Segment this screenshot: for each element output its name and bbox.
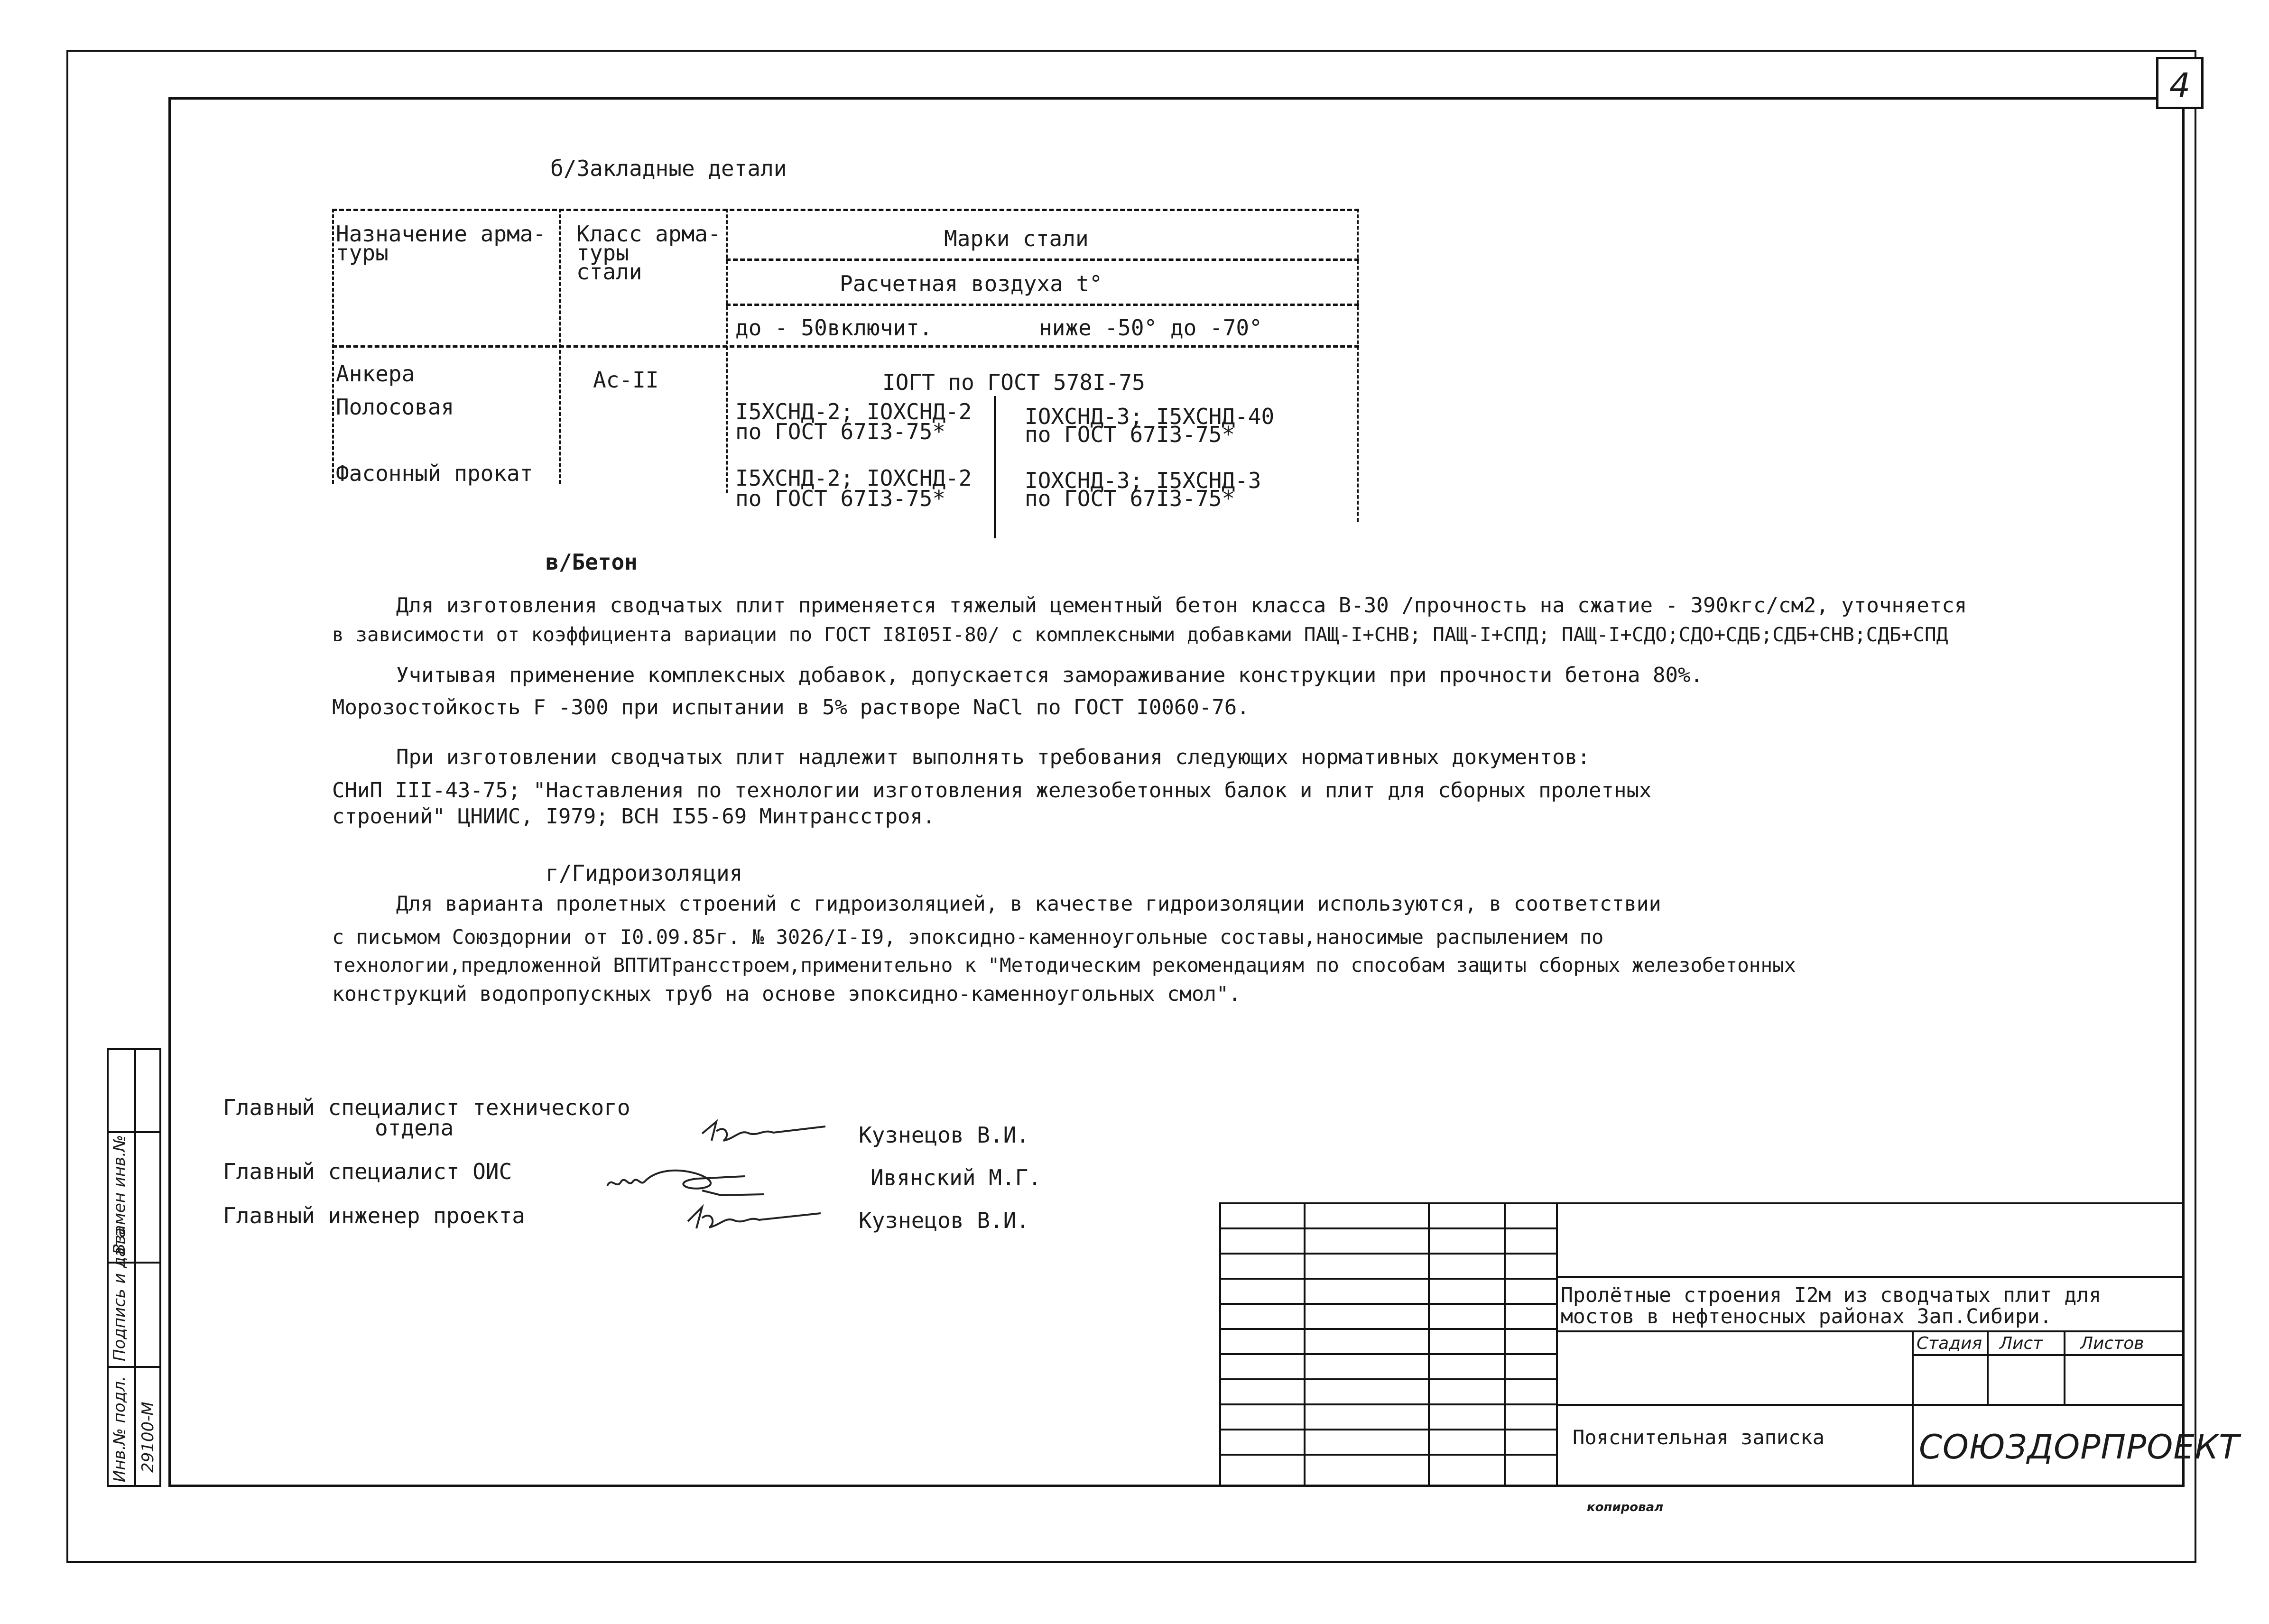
side-strip-divider [134,1048,136,1487]
waterproofing-line-1: Для варианта пролетных строений с гидроизоляцией, в качестве гидроизоляции используются, в соответствии [396,892,1661,916]
waterproofing-line-3: технологии,предложенной ВПТИТрансстроем,применительно к "Методическим рекомендациям по способам защиты сборных железобетонных [332,954,1796,977]
concrete-line-2: в зависимости от коэффициента вариации по ГОСТ I8I05I-80/ с комплексными добавками ПАЩ-I+СНВ; ПАЩ-I+СПД; ПАЩ-I+СДО;СДО+СДБ;СДБ+СНВ;СДБ+СПД [332,623,1948,646]
table-header-bottom-line [332,345,1359,348]
head-class-1: Класс арма- [576,221,721,247]
stamp-document-name: Пояснительная записка [1573,1426,1825,1449]
row-strip-col2-1: IОХСНД-3; I5ХСНД-40 [1025,404,1275,429]
concrete-line-3: Учитывая применение комплексных добавок, допускается замораживание конструкции при прочности бетона 80%. [396,663,1703,687]
stamp-grid-v1 [1304,1202,1306,1487]
row-profile-col2-1: IОХСНД-3; I5ХСНД-3 [1025,468,1261,493]
stamp-grid-h3 [1219,1278,1556,1280]
row-strip-col1-1: I5ХСНД-2; IОХСНД-2 [735,399,972,424]
concrete-line-7: строений" ЦНИИС, I979; ВСН I55-69 Минтрансстроя. [332,804,935,829]
sig-3-name: Кузнецов В.И. [859,1208,1030,1233]
row-profile-col2-2: по ГОСТ 67I3-75* [1025,486,1235,511]
stamp-grid-v4 [1556,1202,1558,1487]
side-inv-value: 29100-М [139,1402,157,1473]
stamp-project-title-1: Пролётные строения I2м из сводчатых плит для [1561,1283,2102,1307]
organization-logo: СОЮЗДОРПРОЕКТ [1919,1428,2240,1467]
table-line-3 [726,304,1359,306]
table-left-line [332,209,334,484]
stamp-grid-h6 [1219,1353,1556,1355]
row-anchors-name: Анкера [336,361,415,387]
table-top-line [332,209,1359,211]
head-class-2: туры [576,240,629,266]
head-steel-grades: Марки стали [944,226,1089,251]
head-range-2: ниже -50° до -70° [1039,315,1262,341]
stamp-grid-h8 [1219,1403,1556,1405]
side-label-replaced-inv: Взамен инв.№ [110,1135,129,1255]
stamp-grid-h5 [1219,1328,1556,1330]
stamp-sheet-label: Лист [2000,1334,2043,1353]
head-purpose-1: Назначение арма- [336,221,546,247]
stamp-grid-h9 [1219,1429,1556,1430]
side-label-inv-podl: Инв.№ подл. [110,1376,129,1482]
stamp-title-bottom-line [1556,1330,2185,1332]
sig-1-role: Главный специалист технического [223,1095,630,1120]
sheet-number-box [2156,57,2204,109]
row-strip-col1-2: по ГОСТ 67I3-75* [735,419,946,444]
stamp-stage-left [1912,1330,1914,1404]
signature-mark-3 [683,1200,825,1243]
stamp-grid-h1 [1219,1227,1556,1229]
row-profile-col1-2: по ГОСТ 67I3-75* [735,486,946,511]
table-col-line-2 [726,209,728,493]
row-strip-name: Полосовая [336,394,454,420]
section-v-title: в/Бетон [546,549,638,575]
sig-2-role: Главный специалист ОИС [223,1159,512,1184]
sig-2-name: Ивянский М.Г. [871,1165,1042,1190]
head-class-3: стали [576,259,642,285]
waterproofing-line-2: с письмом Союздорнии от I0.09.85г. № 3026/I-I9, эпоксидно-каменноугольные составы,наносимые распылением по [332,925,1604,949]
stamp-project-title-2: мостов в нефтеносных районах Зап.Сибири. [1561,1305,2052,1329]
head-purpose-2: туры [336,240,389,266]
stamp-stage-header-line [1912,1354,2185,1356]
concrete-line-1: Для изготовления сводчатых плит применяется тяжелый цементный бетон класса В-30 /прочность на сжатие - 390кгс/см2, уточняется [396,593,1967,618]
stamp-grid-h7 [1219,1378,1556,1380]
head-design-temp: Расчетная воздуха t° [840,271,1102,296]
stamp-stage-label: Стадия [1917,1334,1982,1353]
head-range-1: до - 50включит. [735,315,933,341]
waterproofing-line-4: конструкций водопропускных труб на основе эпоксидно-каменноугольных смол". [332,982,1241,1006]
stamp-grid-h2 [1219,1253,1556,1255]
stamp-stage-right [2064,1330,2065,1404]
copied-by-note: копировал [1587,1500,1664,1514]
signature-mark-2 [602,1157,783,1200]
table-col-line-1 [559,209,561,484]
row-strip-col2-2: по ГОСТ 67I3-75* [1025,422,1235,447]
sheet-number: 4 [2169,66,2191,105]
stamp-grid-v2 [1428,1202,1430,1487]
table-right-line [1357,209,1359,522]
side-strip-line-3 [107,1366,161,1368]
side-label-signature-date: Подпись и дата [110,1227,129,1361]
stamp-org-divider [1912,1404,1914,1487]
row-anchors-class: Ас-II [593,367,659,393]
sig-1-name: Кузнецов В.И. [859,1122,1030,1148]
section-g-title: г/Гидроизоляция [546,860,743,886]
table-col-line-3 [994,396,996,538]
table-line-2 [726,258,1359,261]
stamp-stage-mid [1987,1330,1989,1404]
stamp-sheets-label: Листов [2080,1334,2144,1353]
side-strip-line-1 [107,1131,161,1133]
row-profile-col1-1: I5ХСНД-2; IОХСНД-2 [735,465,972,491]
stamp-title-top-line [1556,1276,2185,1278]
concrete-line-6: СНиП III-43-75; "Наставления по технологии изготовления железобетонных балок и плит для сборных пролетных [332,778,1652,803]
stamp-grid-h4 [1219,1303,1556,1305]
stamp-grid-v3 [1504,1202,1506,1487]
row-profile-name: Фасонный прокат [336,461,533,486]
section-b-title: б/Закладные детали [550,156,787,181]
concrete-line-5: При изготовлении сводчатых плит надлежит выполнять требования следующих нормативных документов: [396,745,1590,769]
concrete-line-4: Морозостойкость F -300 при испытании в 5% растворе NaCl по ГОСТ I0060-76. [332,695,1250,720]
stamp-grid-h10 [1219,1454,1556,1456]
signature-mark-1 [697,1115,830,1153]
row-anchors-steel: IОГТ по ГОСТ 578I-75 [882,369,1145,395]
sig-1-role-2: отдела [375,1115,454,1141]
stamp-doc-line [1556,1404,2185,1406]
sig-3-role: Главный инженер проекта [223,1203,525,1228]
